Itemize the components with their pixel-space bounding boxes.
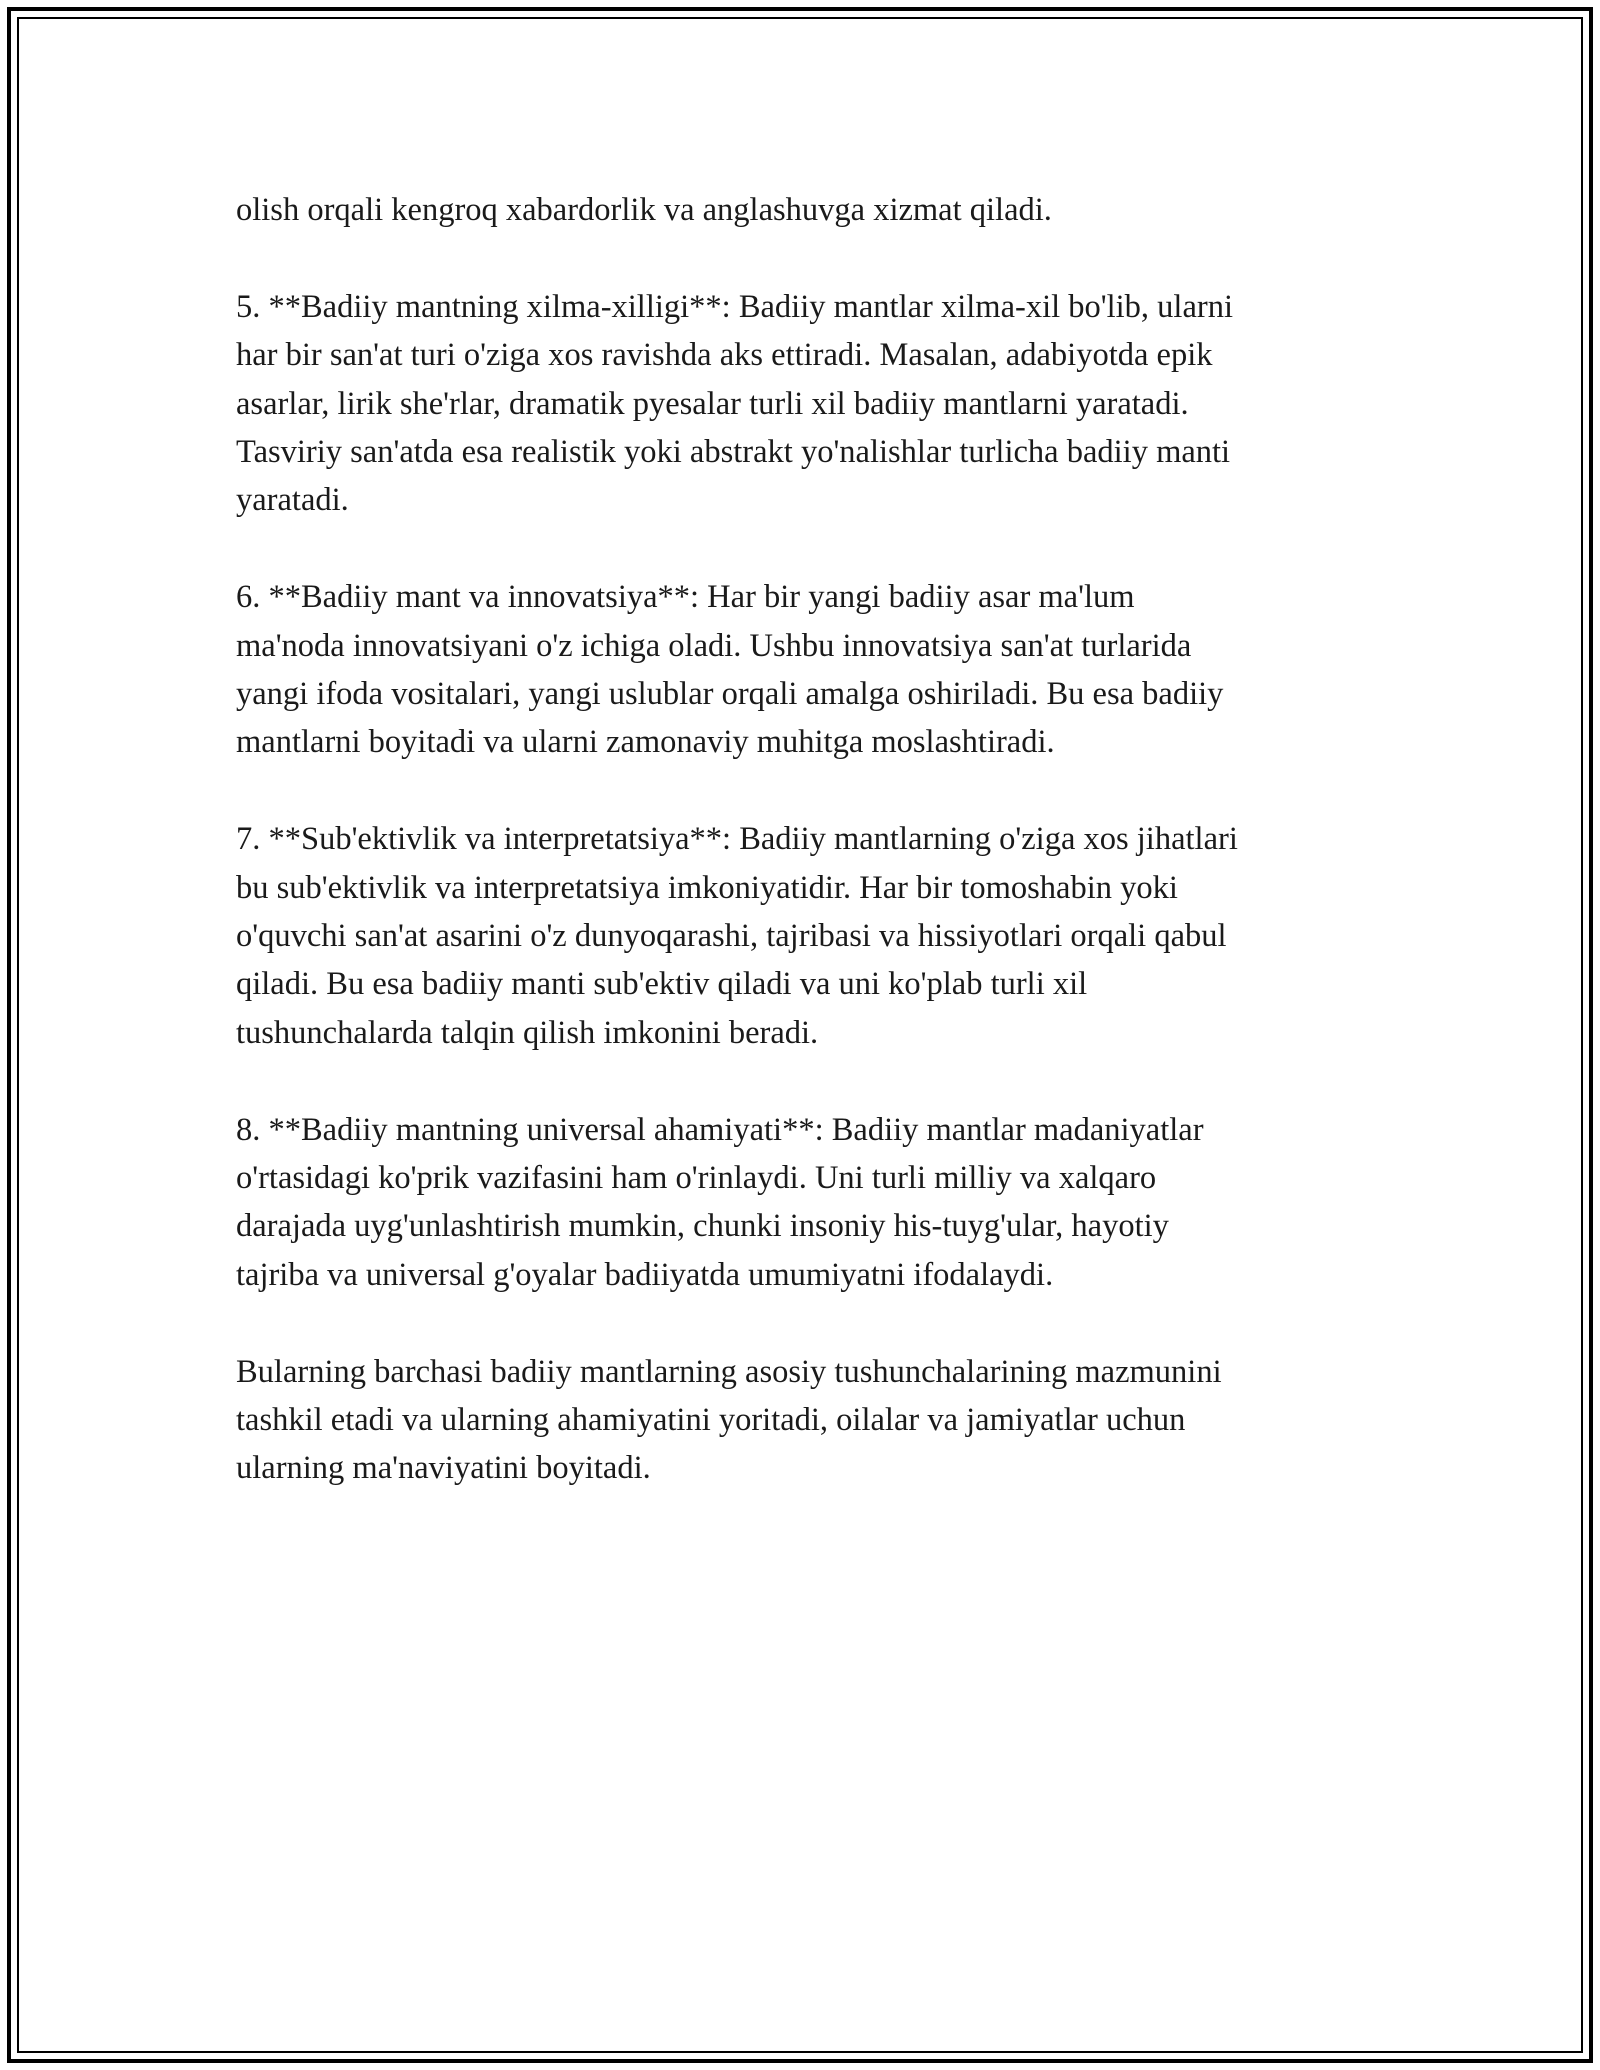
text-line: 6. **Badiiy mant va innovatsiya**: Har bir yangi badiiy asar ma'lum (236, 579, 1135, 616)
paragraph-item-5 (236, 283, 1376, 525)
text-line: tushunchalarda talqin qilish imkonini beradi. (236, 1014, 819, 1051)
paragraph-item-8 (236, 1106, 1376, 1300)
text-line: yangi ifoda vositalari, yangi uslublar orqali amalga oshiriladi. Bu esa badiiy (236, 676, 1224, 713)
document-body (236, 186, 1376, 1541)
text-line: bu sub'ektivlik va interpretatsiya imkoniyatidir. Har bir tomoshabin yoki (236, 869, 1178, 906)
paragraph-item-6 (236, 573, 1376, 767)
text-line: mantlarni boyitadi va ularni zamonaviy muhitga moslashtiradi. (236, 724, 1055, 761)
text-line: 8. **Badiiy mantning universal ahamiyati**: Badiiy mantlar madaniyatlar (236, 1111, 1204, 1148)
text-line: o'rtasidagi ko'prik vazifasini ham o'rinlaydi. Uni turli milliy va xalqaro (236, 1160, 1157, 1197)
text-line: darajada uyg'unlashtirish mumkin, chunki insoniy his-tuyg'ular, hayotiy (236, 1208, 1169, 1245)
text-line: 7. **Sub'ektivlik va interpretatsiya**: Badiiy mantlarning o'ziga xos jihatlari (236, 821, 1238, 858)
text-line: asarlar, lirik she'rlar, dramatik pyesalar turli xil badiiy mantlarni yaratadi. (236, 385, 1189, 422)
text-line: yaratadi. (236, 482, 349, 519)
text-line: o'quvchi san'at asarini o'z dunyoqarashi, tajribasi va hissiyotlari orqali qabul (236, 918, 1227, 955)
text-line: tajriba va universal g'oyalar badiiyatda umumiyatni ifodalaydi. (236, 1256, 1054, 1293)
text-line: Bularning barchasi badiiy mantlarning asosiy tushunchalarining mazmunini (236, 1353, 1222, 1390)
text-line: 5. **Badiiy mantning xilma-xilligi**: Badiiy mantlar xilma-xil bo'lib, ularni (236, 288, 1233, 325)
text-line: olish orqali kengroq xabardorlik va anglashuvga xizmat qiladi. (236, 192, 1052, 228)
text-line: qiladi. Bu esa badiiy manti sub'ektiv qiladi va uni ko'plab turli xil (236, 966, 1088, 1003)
text-line: ularning ma'naviyatini boyitadi. (236, 1450, 651, 1487)
text-line: Tasviriy san'atda esa realistik yoki abstrakt yo'nalishlar turlicha badiiy manti (236, 434, 1231, 471)
paragraph-continuation (236, 186, 1376, 234)
paragraph-conclusion (236, 1348, 1376, 1493)
text-line: har bir san'at turi o'ziga xos ravishda aks ettiradi. Masalan, adabiyotda epik (236, 337, 1213, 374)
text-line: tashkil etadi va ularning ahamiyatini yoritadi, oilalar va jamiyatlar uchun (236, 1402, 1186, 1439)
paragraph-item-7 (236, 815, 1376, 1057)
text-line: ma'noda innovatsiyani o'z ichiga oladi. Ushbu innovatsiya san'at turlarida (236, 627, 1192, 664)
